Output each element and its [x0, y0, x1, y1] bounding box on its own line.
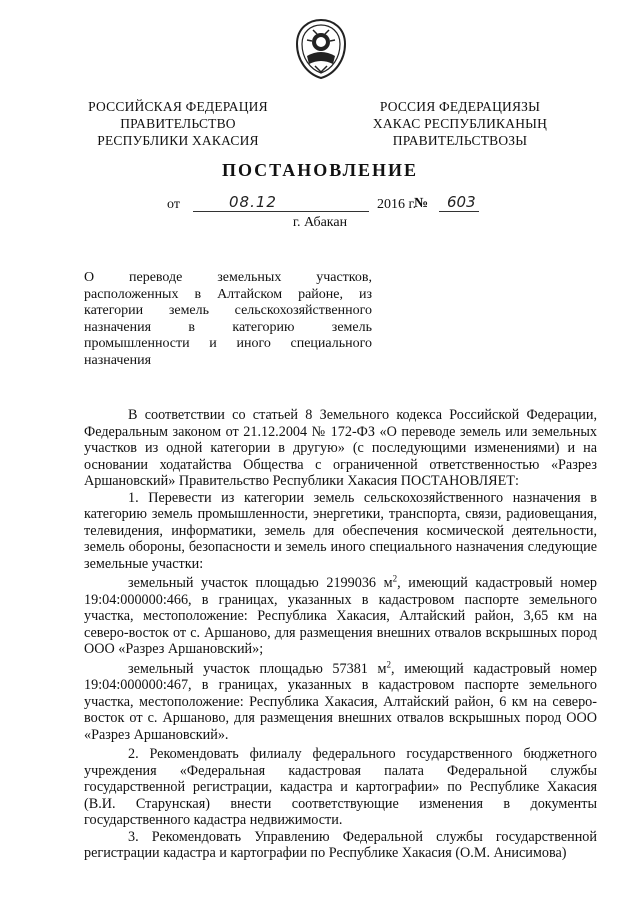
header-right-line: РОССИЯ ФЕДЕРАЦИЯЗЫ [379, 99, 541, 114]
body-paragraph: 3. Рекомендовать Управлению Федеральной службы государственной регистрации кадастра и картографии по Республике Хакасия (О.М. Анисимова) [84, 828, 597, 861]
land-plot-paragraph [84, 575, 597, 658]
square-superscript: 2 [392, 573, 398, 584]
header-left-line: ПРАВИТЕЛЬСТВО [120, 116, 236, 131]
plot-text-start: земельный участок площадью 57381 м [128, 660, 387, 677]
number-underline [439, 211, 479, 212]
from-label: от [167, 197, 180, 212]
land-plot-paragraph [84, 658, 597, 744]
header-right-block [360, 98, 560, 149]
date-number-line [167, 195, 487, 217]
number-label: № [414, 196, 429, 211]
plot-text-end: , имеющий кадастровый номер 19:04:000000:467, в границах, указанных в кадастровом паспорте земельного участка, местоположение: Республика Хакасия, Алтайский район, 6 км на северо-восток от с. Аршаново, для размещения внешних отвалов вскрышных пород ООО «Разрез Аршановский». [84, 660, 597, 743]
body-paragraph: В соответствии со статьей 8 Земельного кодекса Российской Федерации, Федеральным законом от 21.12.2004 № 172-ФЗ «О переводе земель или земельных участков из одной категории в другую» (с последующими изменениями) и на основании ходатайства Общества с ограниченной ответственностью «Разрез Аршановский» Правительство Республики Хакасия ПОСТАНОВЛЯЕТ: [84, 407, 597, 489]
body-paragraph: 1. Перевести из категории земель сельскохозяйственного назначения в категорию земель промышленности, энергетики, транспорта, связи, радиовещания, телевидения, информатики, земель для обеспечения космической деятельности, земель обороны, безопасности и земель иного специального назначения следующие земельные участки: [84, 489, 597, 572]
document-title: ПОСТАНОВЛЕНИЕ [221, 160, 419, 180]
city-label: г. Абакан [292, 215, 348, 230]
header-left-line: РОССИЙСКАЯ ФЕДЕРАЦИЯ [88, 99, 268, 114]
plot-text-end: , имеющий кадастровый номер 19:04:000000:466, в границах, указанных в кадастровом паспорте земельного участка, местоположение: Республика Хакасия, Алтайский район, 3,65 км на северо-восток от с. Аршаново, для размещения внешних отвалов вскрышных пород ООО «Разрез Аршановский»; [84, 575, 597, 657]
square-superscript: 2 [386, 658, 392, 669]
document-body [84, 407, 597, 862]
body-paragraph: 2. Рекомендовать филиалу федерального государственного бюджетного учреждения «Федеральная кадастровая палата Федеральной службы государственной регистрации, кадастра и картографии» по Республике Хакасия (В.И. Старунская) внести соответствующие изменения в документы государственного кадастра недвижимости. [84, 746, 597, 828]
date-underline [193, 211, 369, 212]
handwritten-number: 603 [447, 193, 476, 211]
header-left-block [78, 98, 278, 149]
header-left-line: РЕСПУБЛИКИ ХАКАСИЯ [97, 133, 259, 148]
header-right-line: ХАКАС РЕСПУБЛИКАНЫҢ [372, 116, 548, 131]
plot-text-start: земельный участок площадью 2199036 м [128, 575, 393, 591]
year-label: 2016 г. [377, 197, 417, 212]
coat-of-arms-emblem [293, 18, 349, 80]
header-right-line: ПРАВИТЕЛЬСТВОЗЫ [392, 133, 528, 148]
handwritten-date: 08.12 [229, 193, 277, 211]
subject-block: О переводе земельных участков, расположенных в Алтайском районе, из категории земель сельскохозяйственного назначения в категорию земель промышленности и иного специального назначения [84, 270, 372, 368]
